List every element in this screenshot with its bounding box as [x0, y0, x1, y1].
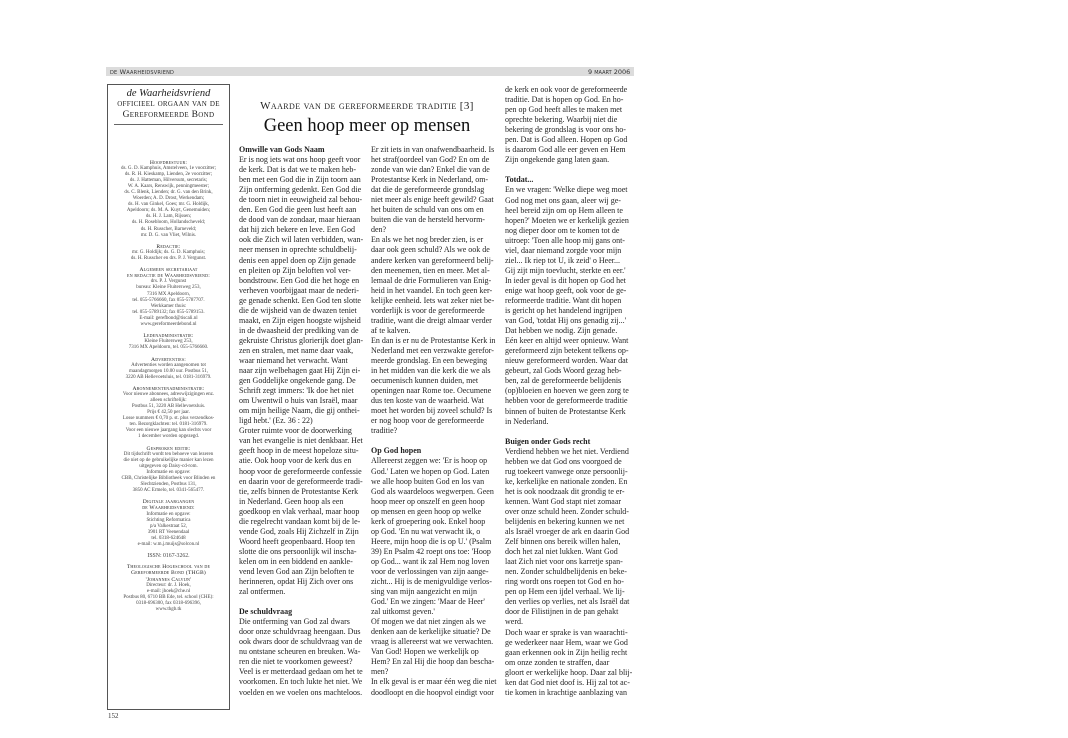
masthead-title: de Waarheidsvriend	[126, 88, 211, 99]
colophon-hogeschool	[110, 564, 227, 612]
text-line: En we vragen: 'Welke diepe weg moet	[505, 185, 628, 195]
colophon-heading: Theologische Hogeschool van de	[126, 564, 211, 571]
text-line: zal uitkomst geven.'	[371, 607, 435, 617]
text-line: oecumenisch kunnen duiden, met	[371, 376, 479, 386]
text-line: ring wordt ons roepen tot God en ho-	[505, 577, 624, 587]
colophon-line: Informatie en opgave:	[146, 469, 191, 475]
text-line: Heere, mijn hoop die is op U.' (Psalm	[371, 536, 492, 546]
colophon-heading-2: en redactie de Waarheidsvriend:	[127, 273, 210, 280]
text-line: gereformeerd zijn betekent telkens op-	[505, 346, 629, 356]
section-heading: De schuldvraag	[239, 607, 293, 617]
text-line: Woord heeft geopenbaard. Hoop ten	[239, 536, 355, 546]
colophon-line: CBB, Christelijke Bibliotheek voor Blinden en	[121, 475, 216, 481]
colophon-heading: Ledenadministratie:	[143, 333, 194, 340]
text-line: het straf(oordeel van God? En om de	[371, 155, 490, 165]
text-line: Allereerst zeggen we: 'Er is hoop op	[371, 456, 488, 466]
text-line: meerde grondslag. En een beweging	[371, 355, 488, 365]
text-line: op God... want ik zal Hem nog loven	[371, 556, 490, 566]
text-line: heid in het vaandel. En toch geen ker-	[371, 285, 493, 295]
text-line: ook die Zich wil laten verbidden, wan-	[239, 235, 364, 245]
running-header-bar	[106, 67, 634, 76]
text-line: God als waardeloos wegwerpen. Geen	[371, 486, 494, 496]
text-line: kennen. Want God stapt niet zomaar	[505, 496, 622, 506]
text-line: denken aan de kerkelijke situatie? De	[371, 627, 491, 637]
text-line: verheven voorbijgaat maar de nederi-	[239, 285, 359, 295]
text-line: kelijke eenheid. Iets wat zeker niet be-	[371, 295, 495, 305]
colophon-line: Voor een nieuwe jaargang kan slechts voor	[125, 428, 212, 434]
colophon-line: Voor nieuwe abonnees, adreswijzigingen enz.	[122, 392, 215, 398]
text-line: (op)bloeien en hoeven we geen zorg te	[505, 386, 629, 396]
colophon-line: Stichting Reformatica	[146, 517, 191, 523]
text-line: voorkomen. En toch lukte het niet. We	[239, 677, 363, 687]
text-line: men?	[371, 667, 389, 677]
text-line: zal ontfermen.	[239, 587, 286, 597]
masthead-subtitle-line-1: officieel orgaan van de	[117, 99, 220, 109]
colophon-issn: ISSN: 0167-3262.	[147, 553, 190, 560]
section-heading: Op God hopen	[371, 446, 422, 456]
colophon-line: ds. H. Russcher, Barneveld;	[140, 226, 197, 232]
text-line: belijdenis en bekering kunnen we net	[505, 517, 625, 527]
text-line: Schrift zegt immers: 'Ik doe het niet	[239, 386, 354, 396]
colophon-line: p/a Valkestraat 52,	[150, 523, 187, 529]
colophon-hoofdbestuur	[110, 160, 227, 239]
colophon-line: 3901 RT Veenendaal	[147, 529, 190, 535]
text-line: herinneren, opdat Hij Zich over ons	[239, 577, 354, 587]
colophon-heading-2: de Waarheidsvriend:	[142, 505, 195, 512]
text-line: gebeurt, zal Gods Woord gezag heb-	[505, 366, 622, 376]
colophon-line: www.gereformeerdebond.nl	[140, 321, 197, 327]
section-heading: Omwille van Gods Naam	[239, 145, 325, 154]
text-line: Zijn ongekende gang laten gaan.	[505, 155, 610, 165]
text-line: ook dwars door de schuldvraag van de	[239, 637, 363, 647]
colophon-line: Dit tijdschrift wordt ten behoeve van lezeren	[123, 451, 214, 457]
text-line: voor de verlossingen van zijn aange-	[371, 566, 489, 576]
text-line: gaan erkennen ook in Zijn heilig recht	[505, 647, 628, 657]
colophon-line: 3850 AC Ermelo, tel. 0341-565477.	[132, 488, 205, 494]
colophon-line: www.thgb.tk	[155, 606, 182, 612]
text-line: op mensen en geen hoop op welke	[371, 506, 482, 516]
colophon-advertenties	[110, 357, 227, 381]
text-line: is gericht op het handelend ingrijpen	[505, 306, 623, 316]
article-column-1	[239, 145, 363, 698]
colophon-line: E-mail: gerefbond@tiscali.nl	[139, 315, 198, 321]
colophon-digitale	[110, 499, 227, 547]
colophon-line: Postbus 51, 3220 AB Hellevoetsluis.	[131, 404, 206, 410]
text-line: hoop voor de gereformeerde confessie	[239, 466, 362, 476]
text-line: nu ontstane scheuren en breuken. Wa-	[239, 647, 361, 657]
colophon-heading-3: 'Johannes Calvijn'	[145, 576, 192, 583]
colophon-line: Kleine Fluitersweg 253,	[144, 339, 193, 345]
colophon-line: die niet op de gebruikelijke manier kan lezen	[123, 457, 214, 463]
text-line: buiten die van de hersteld hervorm-	[371, 215, 485, 225]
colophon-lines	[110, 392, 227, 440]
text-line: lemaal de drie Formulieren van Enig-	[371, 275, 492, 285]
text-line: maakt, en Zijn eigen hoogste wijsheid	[239, 315, 361, 325]
text-line: de dood van de zondaar, maar hieraan	[239, 215, 361, 225]
text-line: viel, daar niemand zorgde voor mijn	[505, 245, 622, 255]
text-line: moet het worden bij zoveel schuld? Is	[371, 406, 493, 416]
text-line: Zijn ontferming gedenkt. Een God die	[239, 185, 362, 195]
text-line: om onze zonden te straffen, daar	[505, 657, 610, 667]
text-line: zen en stralen, met name daar vaak,	[239, 345, 354, 355]
text-line: Er is nog iets wat ons hoop geeft voor	[239, 155, 361, 165]
text-line: bondstrouw. Een God die het hoge en	[239, 275, 360, 285]
text-line: dat die de gereformeerde grondslag	[371, 185, 485, 195]
text-line: God.' Laten we hopen op God. Laten	[371, 466, 490, 476]
colophon-lines	[110, 339, 227, 351]
text-line: Of mogen we dat niet zingen als we	[371, 617, 486, 627]
text-line: pen op Hem een ijdel verhaal. We lij-	[505, 587, 625, 597]
text-line: vraag is allereerst wat we verwachten.	[371, 637, 494, 647]
text-line: werd.	[505, 617, 523, 627]
text-line: en pleiten op Zijn beloften vol ver-	[239, 265, 351, 275]
text-line: gloort er werkelijke hoop. Daar zal blij-	[505, 667, 633, 677]
text-line: ken dat God niet doof is. Hij zal tot ac-	[505, 677, 630, 687]
text-line: hebben we dat God ons voorgoed de	[505, 456, 622, 466]
text-line: En dan is er nu de Protestantse Kerk in	[371, 335, 496, 345]
masthead-rule	[114, 124, 223, 125]
text-line: andere kerken van gereformeerd belij-	[371, 255, 494, 265]
colophon-ledenadministratie	[110, 333, 227, 351]
text-line: nieuw gereformeerd worden. Waar dat	[505, 356, 628, 366]
text-line: Hem? En zal Hij die hoop dan bescha-	[371, 657, 495, 667]
colophon-line: ds. J. Hatteman, Hilversum, secretaris;	[129, 178, 208, 184]
text-line: het is ook noodzaak dit grondig te er-	[505, 486, 625, 496]
text-line: daar ook geen schuld? Als we ook de	[371, 245, 490, 255]
section-heading: Buigen onder Gods recht	[505, 436, 591, 446]
colophon-lines	[110, 363, 227, 381]
colophon-line: ds. H. Rosebloom, Hollandscheveld;	[131, 220, 206, 226]
text-line: naar zijn welbehagen gaat Hij Zijn ei-	[239, 366, 361, 376]
text-line: den?	[371, 225, 387, 235]
text-line: hopen?' Moeten we er kerkelijk gezien	[505, 215, 629, 225]
text-line: als Israël vroeger de ark en daarin God	[505, 527, 630, 537]
text-line: zicht... Hij is de menigvuldige verlos-	[371, 577, 492, 587]
text-line: reformeerde traditie. Want dit hopen	[505, 295, 622, 305]
text-line: traditie, want die dreigt almaar verder	[371, 315, 492, 325]
text-line: over onze schuld heen. Zonder schuld-	[505, 506, 629, 516]
text-line	[505, 165, 632, 175]
text-line: hebben voor de gereformeerde traditie	[505, 396, 628, 406]
colophon-heading: Hoofdbestuur:	[149, 160, 188, 166]
text-line: dat hij zich bekere en leve. Een God	[239, 225, 355, 235]
text-line: oprechte bekering. Waarbij niet die	[505, 115, 618, 125]
running-header-title: de Waarheidsvriend	[110, 68, 175, 76]
text-line: ben met een God die in Zijn toorn aan	[239, 175, 361, 185]
colophon-line: ten. Bezorgklachten: tel. 0181-316979.	[129, 422, 208, 428]
colophon-line: 1 december worden opgezegd.	[137, 434, 200, 440]
text-line: slotte die ons persoonlijk wil inscha-	[239, 546, 357, 556]
text-line	[371, 436, 497, 446]
text-line: vend leven God aan Zijn beloften te	[239, 566, 355, 576]
colophon-line: mr. G. Holdijk; ds. G. D. Kamphuis;	[132, 249, 205, 255]
colophon-line: 3220 AB Hellevoetsluis, tel. 0181-316979.	[125, 374, 212, 380]
colophon-lines	[110, 583, 227, 613]
colophon-heading: Digitale jaargangen	[142, 499, 195, 506]
text-line: Veel is er metterdaad gedaan om het te	[239, 667, 363, 677]
colophon-lines	[110, 250, 227, 262]
text-line: heel bereid zijn om op Hem alleen te	[505, 205, 623, 215]
text-line: de kerk. Dat is dat we te maken heb-	[239, 165, 357, 175]
text-line: op God. 'En nu wat verwacht ik, o	[371, 526, 481, 536]
text-line: ziel... Ik riep tot U, ik zeid' o Heer...	[505, 255, 620, 265]
text-line: in Nederland.	[505, 416, 549, 426]
text-line: Nederland met een verzwakte gerefor-	[371, 345, 494, 355]
text-line: in Nederland. Geen hoop als een	[239, 496, 344, 506]
text-line: die de wijsheid van de dwazen teniet	[239, 305, 357, 315]
colophon-line: ds. G. D. Kamphuis, Amstelveen, 1e voorzitter;	[120, 166, 217, 172]
colophon-line: Woerden; A. D. Drost, Werkendam;	[132, 196, 205, 202]
colophon-lines	[110, 512, 227, 548]
text-line: God.' En we zingen: 'Maar de Heer'	[371, 597, 485, 607]
colophon-line: W. A. Kaars, Renswijk, penningmeester;	[127, 184, 210, 190]
text-line: traditie?	[371, 426, 398, 436]
text-line: is daarom God alle eer geven en Hem	[505, 145, 626, 155]
colophon-lines	[110, 452, 227, 494]
text-line: enige wat hoop geeft, ook voor de ge-	[505, 285, 627, 295]
text-line: zonde van wie dan? Enkel die van de	[371, 165, 490, 175]
article-title: Geen hoop meer op mensen	[263, 116, 471, 136]
text-line: die regelrecht vandaan komt bij de le-	[239, 516, 361, 526]
colophon-line: tel. 055-5766660, fax 055-5787707.	[132, 297, 205, 303]
colophon-line: 7316 MX Apeldoorn,	[147, 291, 190, 297]
colophon-line: ds. R. H. Kieskamp, Lienden, 2e voorzitter;	[124, 172, 213, 178]
text-line: tie, zelfs binnen de Protestantse Kerk	[239, 486, 359, 496]
text-line: we alle hoop buiten God en los van	[371, 476, 485, 486]
colophon-line: ds. H. van Ginkel, Goes; mr. G. Holdijk,	[128, 202, 209, 208]
colophon-line: drs. P. J. Vergunst	[150, 279, 187, 285]
text-line: kerk of groepering ook. Enkel hoop	[371, 516, 486, 526]
text-line: Doch waar er sprake is van waarachti-	[505, 627, 628, 637]
colophon-heading: Gesproken editie:	[146, 445, 191, 452]
text-line: de kerk en ook voor de gereformeerde	[505, 85, 628, 94]
colophon-line: 7316 MX Apeldoorn, tel. 055-5766660.	[128, 345, 209, 351]
text-line: in het midden van die kerk die we als	[371, 366, 491, 376]
colophon-line: Slechtzienden, Postbus 131,	[140, 482, 197, 488]
colophon-abonnementen	[110, 386, 227, 440]
text-line: in de dwaasheid der prediking van de	[239, 325, 359, 335]
text-line: En als we het nog breder zien, is er	[371, 235, 484, 245]
colophon-line: Informatie en opgave:	[146, 511, 191, 517]
colophon-line: e-mail: jhoek@che.nl	[146, 588, 191, 594]
text-line: 39) En Psalm 42 roept ons toe: 'Hoop	[371, 546, 491, 556]
page-number: 152	[108, 712, 119, 720]
text-line: Zelf binnen ons bereik willen halen,	[505, 537, 621, 547]
colophon-line: tel. 0318-624648	[151, 535, 186, 541]
colophon-line: Losse nummers € 0,70 p. st. plus verzendkos-	[122, 416, 215, 422]
colophon-line: mr. D. G. van Vliet, Wilnis.	[140, 232, 197, 238]
colophon-lines	[110, 279, 227, 327]
text-line: denis een appel doen op Zijn genade	[239, 255, 356, 265]
text-line: de toorn niet in eeuwigheid zal behou-	[239, 195, 363, 205]
text-line: er nog hoop voor de gereformeerde	[371, 416, 485, 426]
text-line: Die ontferming van God zal dwars	[239, 617, 350, 627]
text-line: Groter ruimte voor de doorwerking	[239, 426, 352, 436]
text-line	[505, 427, 632, 437]
text-line: rug toekeert vanwege onze persoonlij-	[505, 466, 628, 476]
text-line: vorderlijk is voor de gereformeerde	[371, 305, 485, 315]
colophon-redactie	[110, 244, 227, 262]
text-line: uitroep: 'Toen alle hoop mij gans ont-	[505, 235, 625, 245]
text-line: den. Een God die geen lust heeft aan	[239, 205, 357, 215]
text-line: en daarin voor de gereformeerde tradi-	[239, 476, 363, 486]
article-column-3	[505, 85, 632, 698]
text-line: kelen om in een biddend en aankle-	[239, 556, 353, 566]
colophon-line: uitgegeven op Daisy-cd-rom.	[139, 463, 198, 469]
text-line: tie komen in krachtige aanblazing van	[505, 687, 627, 697]
text-line: door de Filistijnen in de pan gehakt	[505, 607, 619, 617]
text-line: In elk geval is er maar één weg die niet	[371, 677, 497, 687]
colophon-line: Advertenties worden aangenomen tot	[131, 362, 206, 368]
text-line: pen op God heeft alles te maken met	[505, 105, 623, 115]
text-line: waar niemand het verwacht. Want	[239, 355, 348, 365]
colophon-heading: Redactie:	[156, 243, 181, 250]
colophon-heading: Abonnementenadministratie:	[132, 386, 205, 393]
text-line: In ieder geval is dit hopen op God het	[505, 275, 626, 285]
text-line: Eén keer en altijd weer opnieuw. Want	[505, 336, 629, 346]
colophon-secretariaat	[110, 267, 227, 327]
text-line: gekruiste Christus glorierijk doet glan-	[239, 335, 363, 345]
colophon-line: bureau: Kleine Fluitersweg 253,	[136, 285, 201, 291]
text-line: om Uwentwil o huis van Israël, maar	[239, 396, 358, 406]
colophon-line: alleen schriftelijk:	[150, 398, 187, 404]
text-line: door onze schuldvraag heengaan. Dus	[239, 627, 361, 637]
text-line: openingen naar Rome toe. Oecumene	[371, 386, 492, 396]
text-line: neer mensen in oprechte schuldbelij-	[239, 245, 357, 255]
text-line: God nog met ons gaan, aleer wij ge-	[505, 195, 621, 205]
text-line: het buiten de schuld van ons om en	[371, 205, 484, 215]
text-line: gen Goddelijke ongekende gang. De	[239, 376, 356, 386]
text-line: pen. Dat is God alleen. Hopen op God	[505, 135, 628, 145]
colophon-line: Prijs € 42,50 per jaar.	[147, 410, 190, 416]
text-line: den verlies op verlies, net als Israël dat	[505, 597, 630, 607]
colophon-heading-2: Gereformeerde Bond (THGB)	[131, 570, 206, 577]
text-line: bekering de grondslag is voor ons ho-	[505, 125, 626, 135]
colophon-line: tel. 055-5789132; fax 055-5789153.	[132, 309, 205, 315]
text-line: af te kalven.	[371, 325, 411, 335]
text-line: dus ten koste van de waarheid. Wat	[371, 396, 484, 406]
colophon-line: maandagmorgen 10.00 uur. Postbus 51,	[129, 368, 208, 374]
text-line: Van God! Hopen we werkelijk op	[371, 647, 479, 657]
colophon-line: Werkkamer thuis:	[150, 303, 187, 309]
text-line: hoop meer op onszelf en geen hoop	[371, 496, 485, 506]
text-line: Gij zijt mijn toevlucht, sterkte en eer.'	[505, 265, 626, 275]
text-line: ren die niet te voorkomen geweest?	[239, 657, 353, 667]
masthead-subtitle-line-2: Gereformeerde Bond	[122, 110, 215, 120]
section-heading: Totdat...	[505, 175, 534, 185]
text-line: Verdiend hebben we het niet. Verdiend	[505, 446, 629, 456]
text-line: traditie. Dat is hopen op God. En ho-	[505, 95, 624, 105]
text-line: Er zit iets in van onafwendbaarheid. Is	[371, 145, 495, 154]
text-line: vende God, zoals Hij Zichzelf in Zijn	[239, 526, 359, 536]
text-line: nog dieper door om te komen tot de	[505, 225, 620, 235]
colophon-heading: Advertenties:	[150, 356, 187, 363]
colophon-lines	[110, 166, 227, 239]
colophon-line: 0318-696300, fax 0318-696396,	[136, 600, 201, 606]
text-line: sing van mijn aangezicht en mijn	[371, 587, 477, 597]
text-line: atie. Ook hoop voor de kerk dus en	[239, 456, 352, 466]
colophon-line: Directeur: dr. J. Hoek,	[146, 582, 191, 588]
colophon-line: ds. C. Blenk, Lienden; dr. G. van den Brink,	[124, 190, 213, 196]
colophon-line: Apeldoorn; ds. M. A. Kuyt, Genemuiden;	[126, 208, 211, 214]
text-line: binnen of buiten de Protestantse Kerk	[505, 406, 626, 416]
colophon-heading: Algemeen secretariaat	[139, 267, 198, 274]
text-line: ge wederkeer naar Hem, waar we God	[505, 637, 628, 647]
text-line: ge genade schenkt. Een God ten slotte	[239, 295, 361, 305]
running-header-date: 9 maart 2006	[588, 68, 631, 76]
text-line: van God, 'totdat Hij ons genadig zij...'	[505, 316, 627, 326]
text-line: doch het zal niet lukken. Want God	[505, 547, 618, 557]
article-column-2	[371, 145, 497, 698]
colophon-gesproken	[110, 446, 227, 494]
masthead-subtitle	[107, 99, 230, 121]
colophon	[110, 160, 227, 618]
article-series-title: Waarde van de gereformeerde traditie [3]	[260, 100, 474, 112]
colophon-line: e-mail: w.m.j.muijs@solcon.nl	[137, 541, 200, 547]
text-line: laat Zich niet voor ons karretje span-	[505, 557, 623, 567]
text-line	[239, 597, 363, 607]
text-line: Dat hebben we nodig. Zijn genade.	[505, 326, 618, 336]
text-line: geeft hoop in de meest hopeloze situ-	[239, 446, 359, 456]
text-line: van het evangelie is niet denkbaar. Het	[239, 436, 363, 446]
text-line: Protestantse Kerk in Nederland, om-	[371, 175, 489, 185]
text-line: voelden en we voelen ons machteloos.	[239, 687, 363, 697]
text-line: doodloopt en die hoopvol eindigt voor	[371, 687, 494, 697]
text-line: niet meer als enige heeft gewild? Gaat	[371, 195, 494, 205]
text-line: den meenemen, tien en meer. Met al-	[371, 265, 490, 275]
text-line: nen. Zonder schuldbelijdenis en beke-	[505, 567, 627, 577]
colophon-line: ds. H. Russcher en drs. P. J. Vergunst.	[130, 256, 207, 261]
text-line: ligd hebt.' (Ez. 36 : 22)	[239, 416, 313, 426]
text-line: om mijn heilige Naam, die gij onthei-	[239, 406, 360, 416]
colophon-line: Postbus 80, 6710 BB Ede, tel. school (CHE):	[123, 594, 214, 600]
colophon-line: ds. H. J. Lam, Rijssen;	[145, 214, 192, 220]
text-line: ben, zal de gereformeerde belijdenis	[505, 376, 622, 386]
text-line: goedkoop en vlak verhaal, maar hoop	[239, 506, 360, 516]
text-line: ke, kerkelijke en nationale zonden. En	[505, 476, 628, 486]
